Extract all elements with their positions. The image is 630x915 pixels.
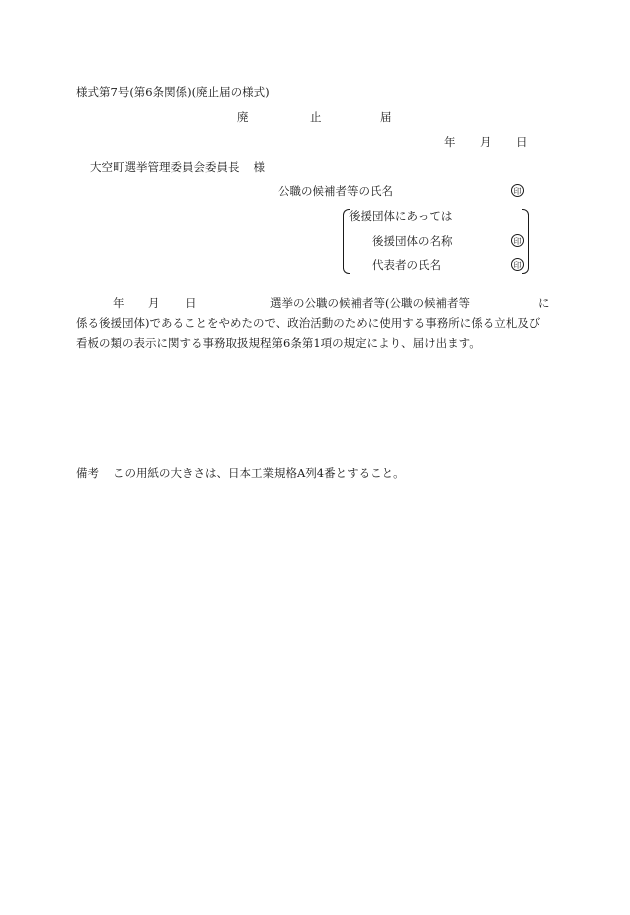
- support-group-heading: 後援団体にあっては: [349, 209, 453, 223]
- title-char-1: 廃: [237, 110, 249, 124]
- seal-mark-representative: 印: [511, 258, 524, 271]
- title-char-3: 届: [380, 110, 392, 124]
- title-char-2: 止: [310, 110, 322, 124]
- date-month-label: 月: [480, 135, 492, 149]
- remarks-label: 備考: [76, 466, 99, 480]
- addressee-suffix: 様: [253, 160, 265, 174]
- body-line-1-end: に: [538, 296, 550, 310]
- remarks-text: この用紙の大きさは、日本工業規格A列4番とすること。: [113, 466, 405, 480]
- support-group-name-label: 後援団体の名称: [372, 234, 453, 248]
- body-month-label: 月: [148, 296, 160, 310]
- body-year-label: 年: [113, 296, 125, 310]
- seal-mark-candidate: 印: [511, 184, 524, 197]
- remarks: [76, 466, 405, 480]
- representative-name-label: 代表者の氏名: [372, 258, 441, 272]
- seal-mark-support-group: 印: [511, 234, 524, 247]
- addressee: [90, 160, 265, 174]
- body-line-2: 係る後援団体)であることをやめたので、政治活動のために使用する事務所に係る立札及び: [76, 316, 541, 330]
- form-header: 様式第7号(第6条関係)(廃止届の様式): [76, 85, 270, 99]
- body-line-3: 看板の類の表示に関する事務取扱規程第6条第1項の規定により、届け出ます。: [76, 336, 481, 350]
- body-line-1: 選挙の公職の候補者等(公職の候補者等: [270, 296, 470, 310]
- date-year-label: 年: [444, 135, 456, 149]
- date-day-label: 日: [516, 135, 528, 149]
- candidate-name-label: 公職の候補者等の氏名: [278, 184, 393, 198]
- body-day-label: 日: [185, 296, 197, 310]
- addressee-name: 大空町選挙管理委員会委員長: [90, 160, 240, 174]
